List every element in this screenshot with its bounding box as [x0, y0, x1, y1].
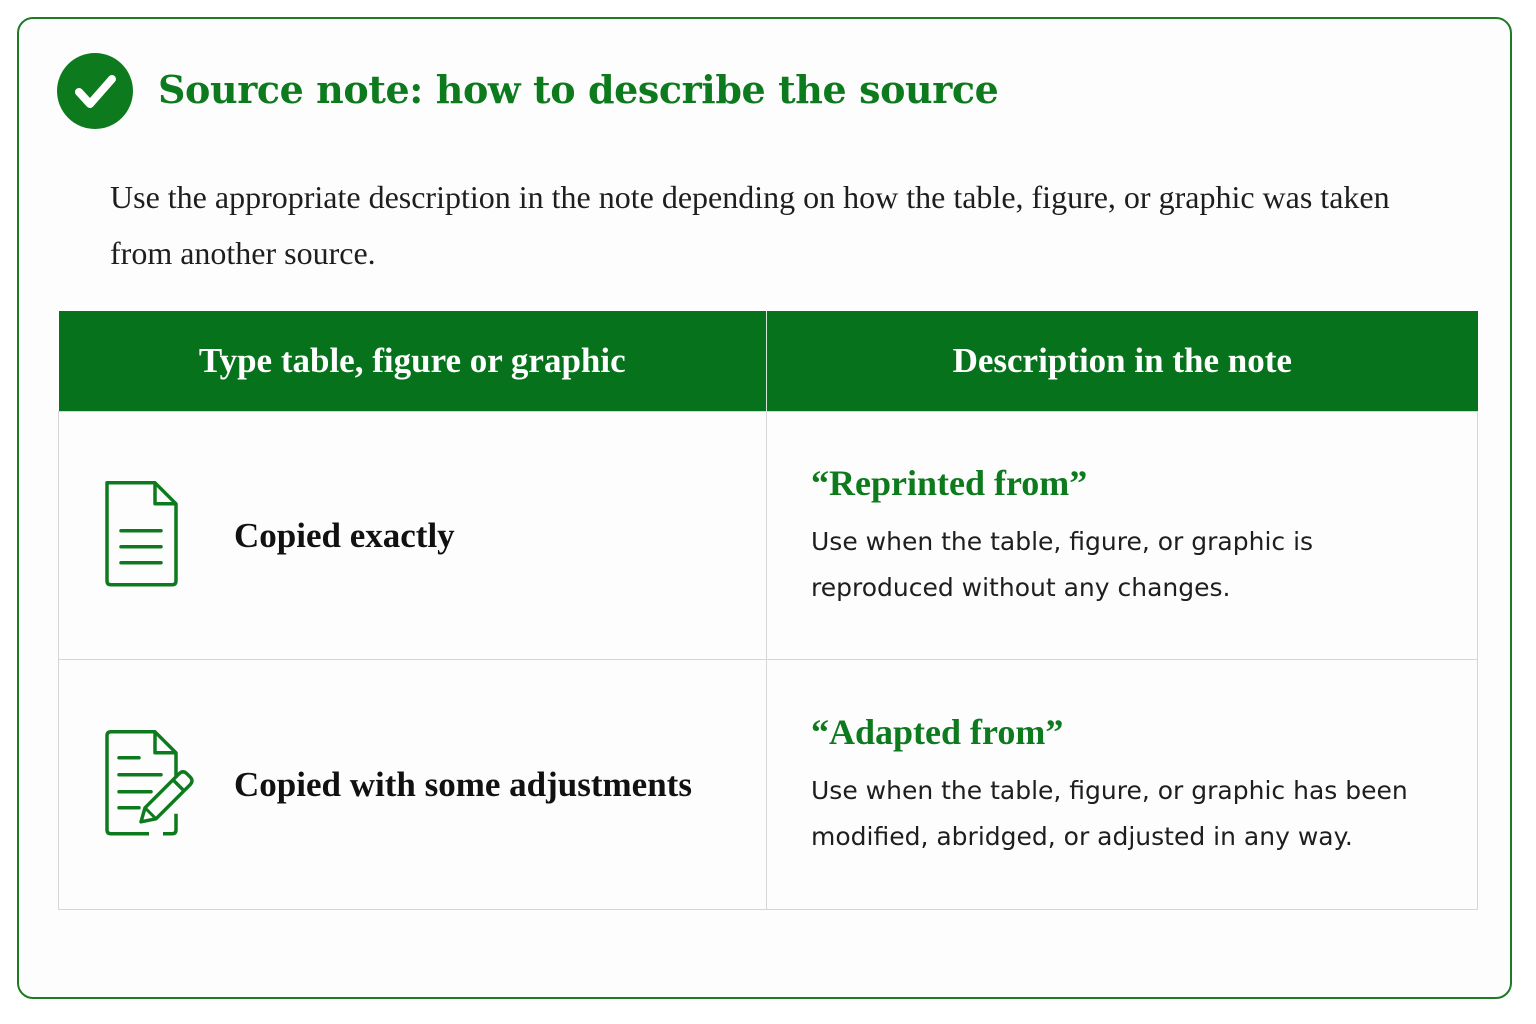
description-text: Use when the table, figure, or graphic is reproduced without any changes.	[811, 526, 1314, 602]
description-cell	[767, 660, 1478, 910]
document-icon	[103, 478, 179, 588]
type-cell	[59, 660, 767, 910]
column-header-description: Description in the note	[767, 311, 1478, 412]
description-cell	[767, 412, 1478, 660]
description-text: Use when the table, figure, or graphic has been modified, abridged, or adjusted in any way.	[811, 775, 1408, 851]
description-heading: “Reprinted from”	[811, 462, 1088, 503]
source-note-table	[58, 311, 1478, 910]
checkmark-circle-icon	[57, 53, 133, 129]
column-header-type: Type table, figure or graphic	[59, 311, 767, 412]
type-label: Copied with some adjustments	[234, 764, 692, 804]
description-heading: “Adapted from”	[811, 711, 1064, 752]
table-row	[59, 412, 1478, 660]
table-row	[59, 660, 1478, 910]
page-title: Source note: how to describe the source	[158, 67, 999, 112]
source-note-card	[17, 17, 1512, 999]
intro-text: Use the appropriate description in the note depending on how the table, figure, or graphic was taken from another source.	[110, 179, 1390, 271]
type-cell	[59, 412, 767, 660]
table-header-row	[59, 311, 1478, 412]
document-edit-icon	[103, 727, 195, 837]
type-label: Copied exactly	[234, 515, 455, 555]
